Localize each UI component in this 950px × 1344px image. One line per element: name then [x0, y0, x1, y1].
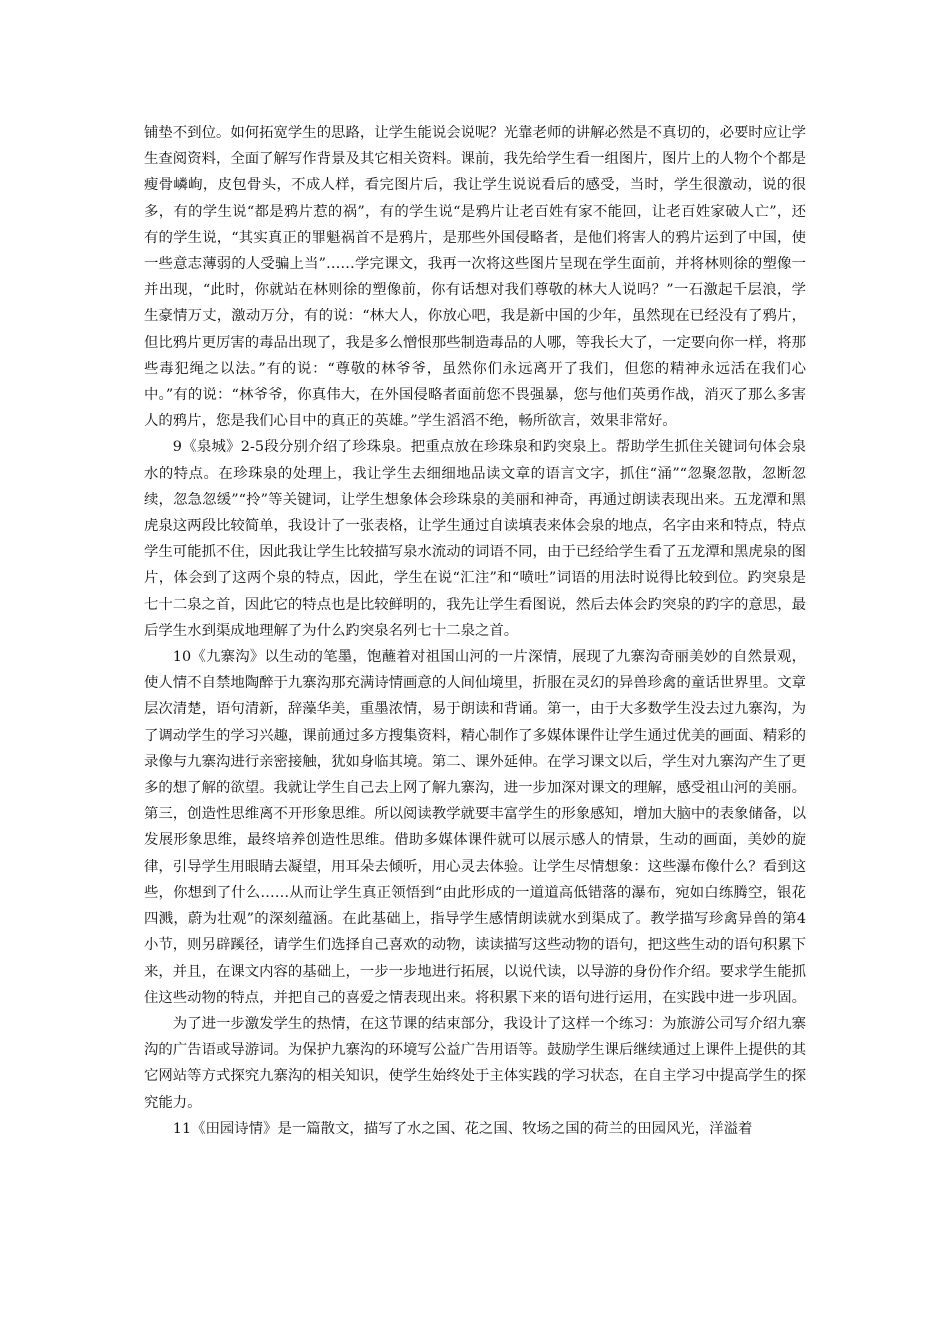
paragraph-opium-lesson: 铺垫不到位。如何拓宽学生的思路，让学生能说会说呢？光靠老师的讲解必然是不真切的，必要时应让学生查阅资料，全面了解写作背景及其它相关资料。课前，我先给学生看一组图片，图片上的人物个个都是瘦骨嶙峋，皮包骨头，不成人样，看完图片后，我让学生说说看后的感受，当时，学生很激动，说的很多，有的学生说“都是鸦片惹的祸”，有的学生说“是鸦片让老百姓有家不能回，让老百姓家破人亡”，还有的学生说，“其实真正的罪魁祸首不是鸦片，是那些外国侵略者，是他们将害人的鸦片运到了中国，使一些意志薄弱的人受骗上当”……学完课文，我再一次将这些图片呈现在学生面前，并将林则徐的塑像一并出现，“此时，你就站在林则徐的塑像前，你有话想对我们尊敬的林大人说吗？”一石激起千层浪，学生豪情万丈，激动万分，有的说：“林大人，你放心吧，我是新中国的少年，虽然现在已经没有了鸦片，但比鸦片更厉害的毒品出现了，我是多么憎恨那些制造毒品的人哪，等我长大了，一定要向你一样，将那些毒犯绳之以法。”有的说：“尊敬的林爷爷，虽然你们永远离开了我们，但您的精神永远活在我们心中。”有的说：“林爷爷，你真伟大，在外国侵略者面前您不畏强暴，您与他们英勇作战，消灭了那么多害人的鸦片，您是我们心目中的真正的英雄。”学生滔滔不绝，畅所欲言，效果非常好。 [144, 125, 806, 430]
paragraph-quancheng-lesson: 9《泉城》2-5段分别介绍了珍珠泉。把重点放在珍珠泉和趵突泉上。帮助学生抓住关键词句体会泉水的特点。在珍珠泉的处理上，我让学生去细细地品读文章的语言文字，抓住“涌”“忽聚忽散，忽断忽续，忽急忽缓”“拎”等关键词，让学生想象体会珍珠泉的美丽和神奇，再通过朗读表现出来。五龙潭和黑虎泉这两段比较简单，我设计了一张表格，让学生通过自读填表来体会泉的地点，名字由来和特点，特点学生可能抓不住，因此我让学生比较描写泉水流动的词语不同，由于已经给学生看了五龙潭和黑虎泉的图片，体会到了这两个泉的特点，因此，学生在说“汇注”和“喷吐”词语的用法时说得比较到位。趵突泉是七十二泉之首，因此它的特点也是比较鲜明的，我先让学生看图说，然后去体会趵突泉的趵字的意思，最后学生水到渠成地理解了为什么趵突泉名列七十二泉之首。 [144, 439, 806, 639]
paragraph-jiuzhaigou-exercise: 为了进一步激发学生的热情，在这节课的结束部分，我设计了这样一个练习：为旅游公司写介绍九寨沟的广告语或导游词。为保护九寨沟的环境写公益广告用语等。鼓励学生课后继续通过上课件上提供的其它网站等方式探究九寨沟的相关知识，使学生始终处于主体实践的学习状态，在自主学习中提高学生的探究能力。 [144, 1015, 806, 1111]
document-page [144, 120, 806, 1142]
paragraph-jiuzhaigou-lesson: 10《九寨沟》以生动的笔墨，饱蘸着对祖国山河的一片深情，展现了九寨沟奇丽美妙的自然景观，使人情不自禁地陶醉于九寨沟那充满诗情画意的人间仙境里，折服在灵幻的异兽珍禽的童话世界里。文章层次清楚，语句清新，辞藻华美，重墨浓情，易于朗读和背诵。第一，由于大多数学生没去过九寨沟，为了调动学生的学习兴趣，课前通过多方搜集资料，精心制作了多媒体课件让学生通过优美的画面、精彩的录像与九寨沟进行亲密接触，犹如身临其境。第二、课外延伸。在学习课文以后，学生对九寨沟产生了更多的想了解的欲望。我就让学生自己去上网了解九寨沟，进一步加深对课文的理解，感受祖山河的美丽。第三，创造性思维离不开形象思维。所以阅读教学就要丰富学生的形象感知，增加大脑中的表象储备，以发展形象思维，最终培养创造性思维。借助多媒体课件就可以展示感人的情景，生动的画面，美妙的旋律，引导学生用眼睛去凝望，用耳朵去倾听，用心灵去体验。让学生尽情想象：这些瀑布像什么？看到这些，你想到了什么……从而让学生真正领悟到“由此形成的一道道高低错落的瀑布，宛如白练腾空，银花四溅，蔚为壮观”的深刻蕴涵。在此基础上，指导学生感情朗读就水到渠成了。教学描写珍禽异兽的第4小节，则另辟蹊径，请学生们选择自己喜欢的动物，读读描写这些动物的语句，把这些生动的语句积累下来，并且，在课文内容的基础上，一步一步地进行拓展，以说代读，以导游的身份作介绍。要求学生能抓住这些动物的特点，并把自己的喜爱之情表现出来。将积累下来的语句进行运用，在实践中进一步巩固。 [144, 649, 806, 1006]
paragraph-tianyuan-lesson: 11《田园诗情》是一篇散文，描写了水之国、花之国、牧场之国的荷兰的田园风光，洋溢着 [172, 1120, 753, 1137]
